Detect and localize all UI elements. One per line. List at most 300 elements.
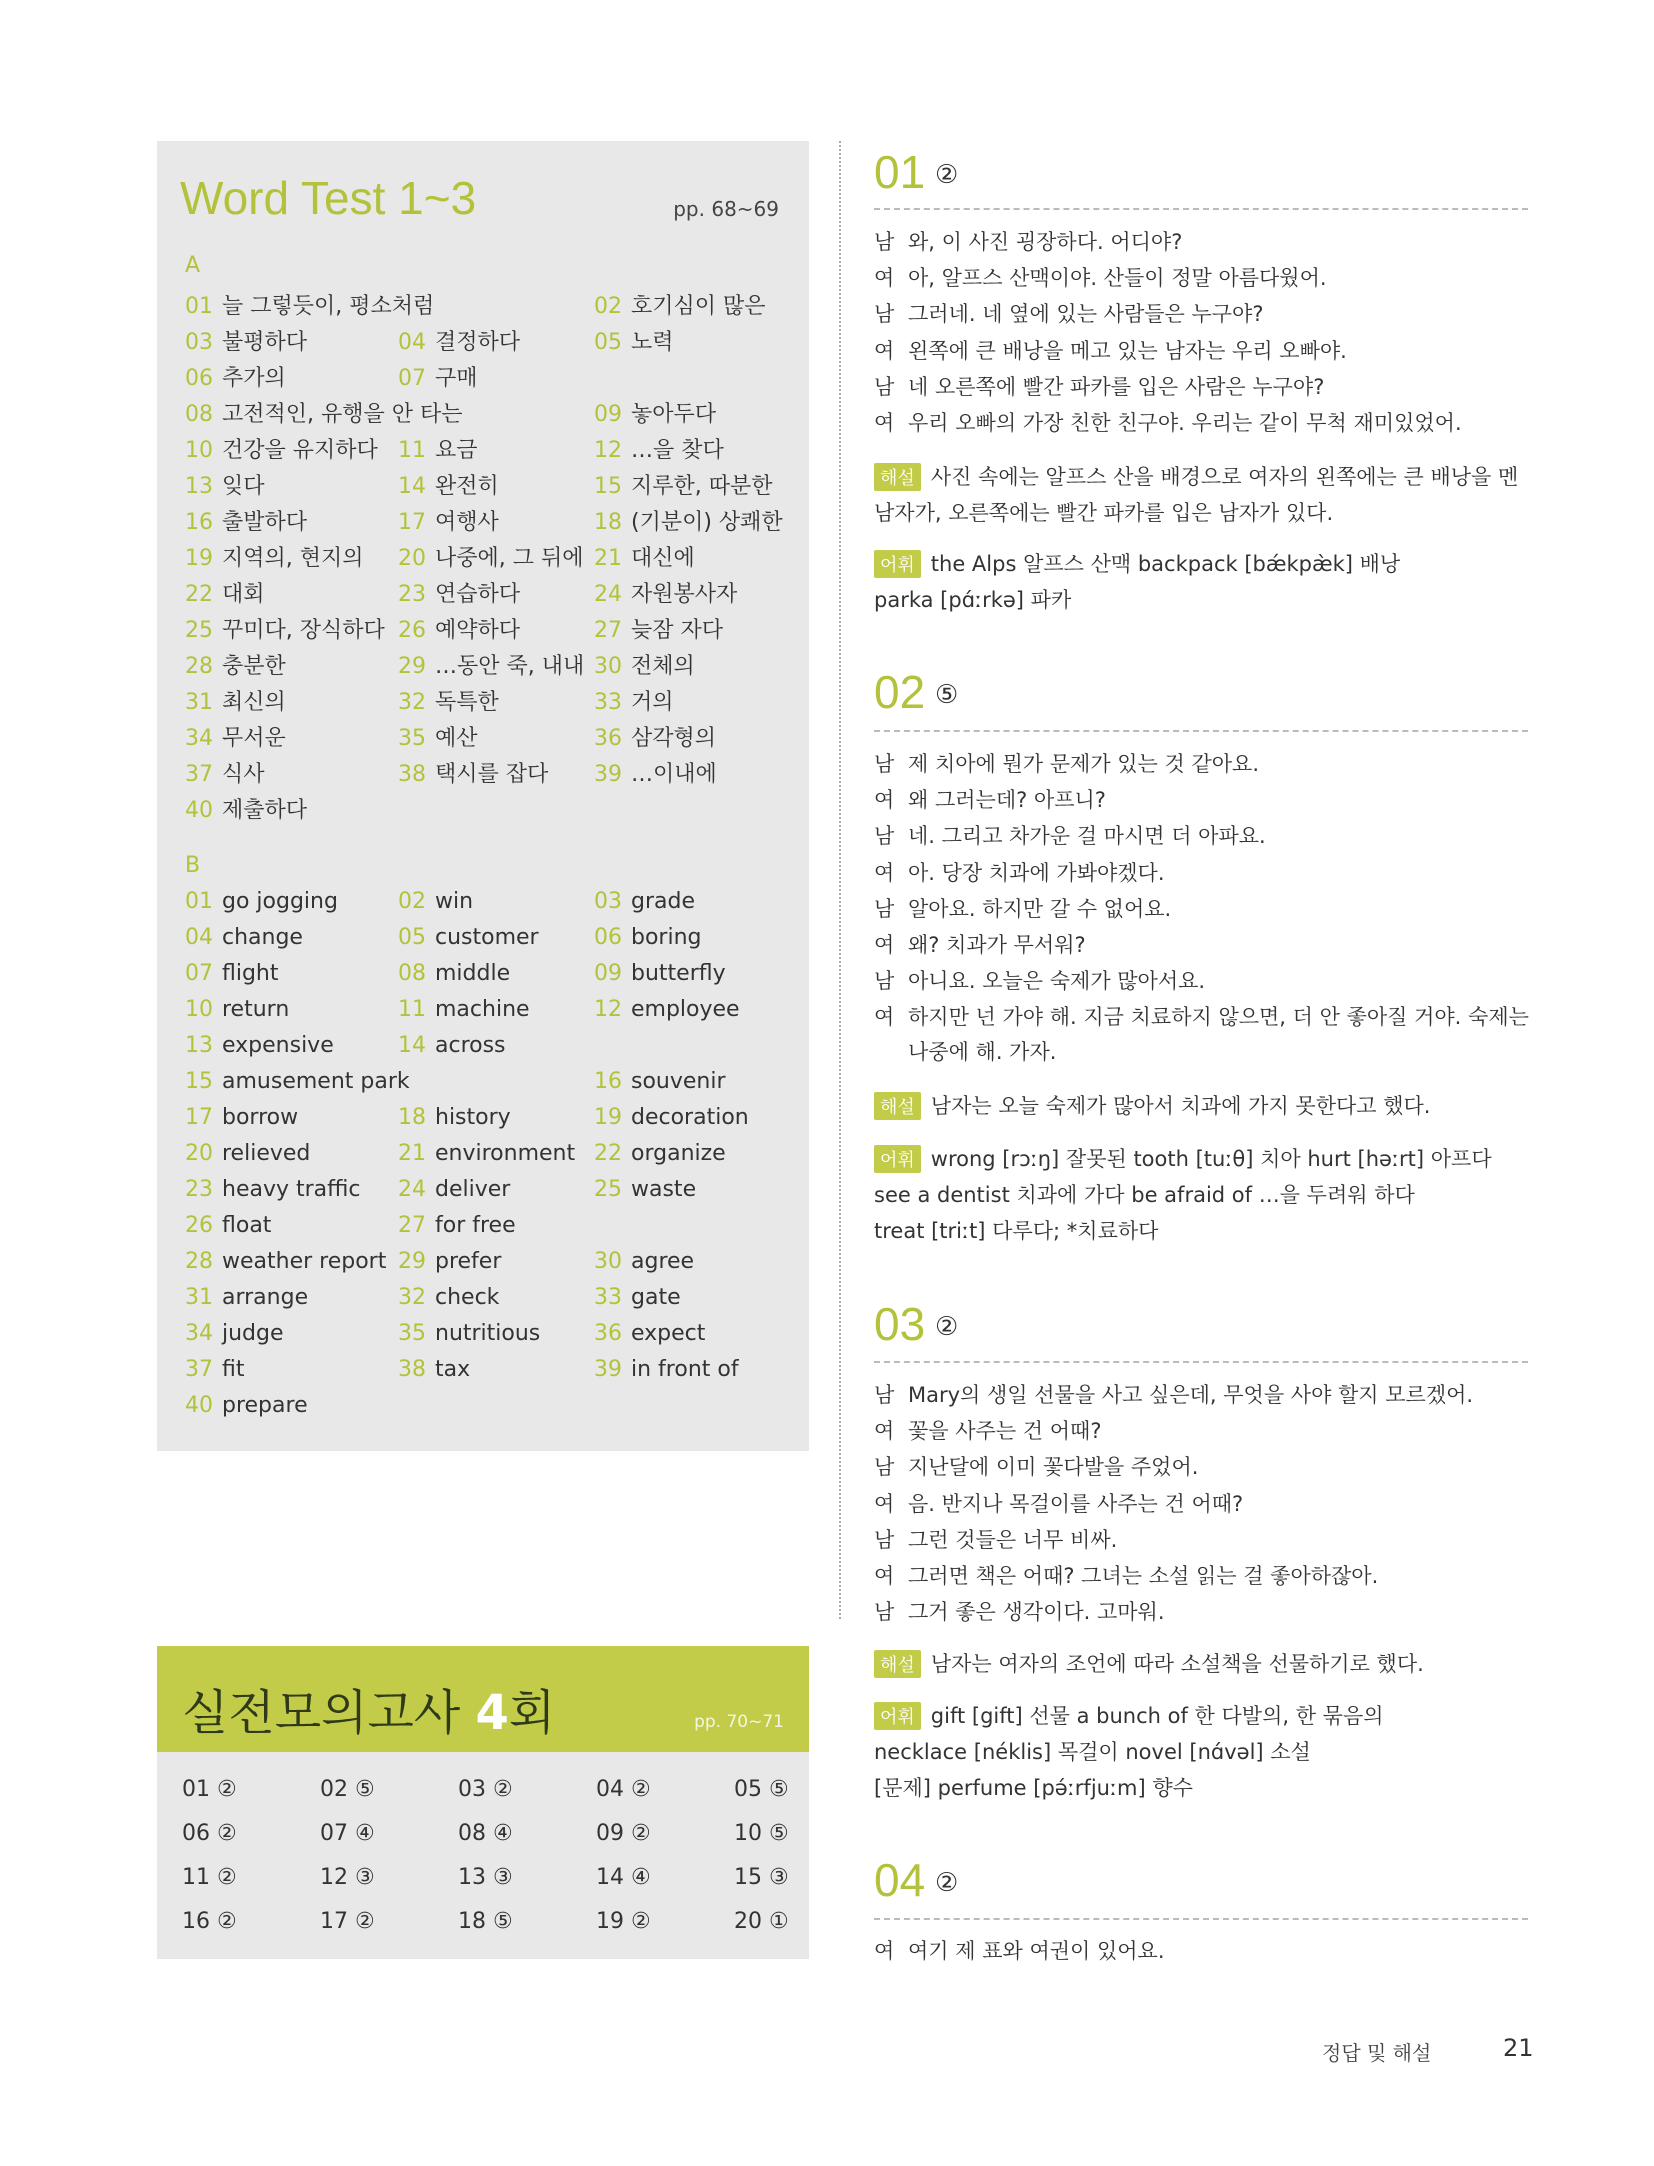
- item-number: 33: [594, 1285, 622, 1310]
- word-item: [594, 925, 702, 950]
- word-item: [398, 613, 520, 644]
- item-text: (기분이) 상쾌한: [631, 510, 783, 535]
- speaker: 여: [874, 338, 895, 363]
- word-item: [594, 1105, 749, 1130]
- question-answer: ②: [935, 1868, 959, 1898]
- word-item: [398, 997, 530, 1022]
- answer-item: 05 ⑤: [734, 1777, 789, 1802]
- item-text: 전체의: [631, 654, 695, 679]
- item-number: 08: [398, 961, 426, 986]
- item-text: arrange: [222, 1285, 309, 1310]
- item-number: 28: [185, 1249, 213, 1274]
- item-text: expensive: [222, 1033, 334, 1058]
- item-text: 거의: [631, 690, 674, 715]
- item-text: go jogging: [222, 889, 338, 914]
- speaker: 남: [874, 1527, 895, 1552]
- word-item: [185, 397, 463, 428]
- item-text: return: [222, 997, 290, 1022]
- item-number: 13: [185, 474, 213, 499]
- item-number: 14: [398, 1033, 426, 1058]
- item-number: 37: [185, 1357, 213, 1382]
- answer-item: 02 ⑤: [320, 1777, 375, 1802]
- item-text: 꾸미다, 장식하다: [222, 618, 385, 643]
- word-item: [594, 1141, 726, 1166]
- item-number: 32: [398, 1285, 426, 1310]
- word-item: [185, 1249, 386, 1274]
- line-text: 왜? 치과가 무서워?: [908, 933, 1086, 957]
- item-text: change: [222, 925, 303, 950]
- section-b-label: B: [185, 853, 201, 878]
- item-number: 25: [185, 618, 213, 643]
- mock-test-header: [157, 1646, 809, 1752]
- word-test-box: [157, 141, 809, 1451]
- item-number: 28: [185, 654, 213, 679]
- word-test-title: Word Test 1~3: [180, 172, 477, 224]
- line-text: 제 치아에 뭔가 문제가 있는 것 같아요.: [908, 752, 1260, 776]
- section-a-label: A: [185, 253, 201, 278]
- word-item: [594, 997, 740, 1022]
- question-rule: [874, 730, 1528, 732]
- item-text: judge: [222, 1321, 284, 1346]
- vocab-tag: 어휘: [874, 1702, 921, 1730]
- word-item: [398, 1357, 470, 1382]
- item-number: 13: [185, 1033, 213, 1058]
- item-text: in front of: [631, 1357, 739, 1382]
- item-text: weather report: [222, 1249, 387, 1274]
- word-item: [398, 961, 510, 986]
- dialogue-line: [874, 1415, 1101, 1445]
- item-number: 36: [594, 726, 622, 751]
- item-number: 01: [185, 294, 213, 319]
- item-number: 05: [594, 330, 622, 355]
- question-rule: [874, 208, 1528, 210]
- answer-item: 13 ③: [458, 1865, 513, 1890]
- dialogue-line: [874, 371, 1324, 401]
- item-number: 29: [398, 654, 426, 679]
- word-item: [594, 721, 716, 752]
- vocab-line: see a dentist 치과에 가다 be afraid of …을 두려워 하다: [874, 1183, 1415, 1207]
- dialogue-line: [874, 1935, 1165, 1965]
- question-number: 01: [874, 146, 926, 198]
- line-text: Mary의 생일 선물을 사고 싶은데, 무엇을 사야 할지 모르겠어.: [908, 1383, 1474, 1407]
- item-number: 23: [398, 582, 426, 607]
- item-number: 20: [185, 1141, 213, 1166]
- question-number: 04: [874, 1854, 926, 1906]
- answer-item: 20 ①: [734, 1909, 789, 1934]
- item-number: 34: [185, 726, 213, 751]
- word-item: [398, 469, 499, 500]
- word-item: [185, 649, 286, 680]
- item-number: 02: [594, 294, 622, 319]
- item-text: tax: [435, 1357, 471, 1382]
- item-text: machine: [435, 997, 530, 1022]
- answer-item: 16 ②: [182, 1909, 237, 1934]
- mock-test-title: 실전모의고사 4회: [182, 1685, 556, 1741]
- word-item: [398, 433, 478, 464]
- word-item: [594, 1069, 726, 1094]
- speaker: 남: [874, 1600, 895, 1625]
- answer-item: 15 ③: [734, 1865, 789, 1890]
- item-number: 07: [185, 961, 213, 986]
- explanation-tag: 해설: [874, 1650, 921, 1678]
- item-text: 출발하다: [222, 510, 308, 535]
- speaker: 남: [874, 374, 895, 399]
- question-rule: [874, 1918, 1528, 1920]
- dialogue-line: [874, 1560, 1378, 1590]
- answer-item: 19 ②: [596, 1909, 651, 1934]
- item-number: 30: [594, 1249, 622, 1274]
- item-text: 구매: [435, 366, 478, 391]
- mock-test-box: [157, 1646, 809, 1959]
- line-text: 아니요. 오늘은 숙제가 많아서요.: [908, 969, 1206, 994]
- dialogue-line: [874, 1451, 1198, 1481]
- item-number: 02: [398, 889, 426, 914]
- answer-item: 14 ④: [596, 1865, 651, 1890]
- vocab-line: treat [triːt] 다루다; *치료하다: [874, 1219, 1159, 1243]
- line-text: 그러네. 네 옆에 있는 사람들은 누구야?: [908, 302, 1264, 327]
- item-number: 21: [398, 1141, 426, 1166]
- item-number: 12: [594, 438, 622, 463]
- item-text: employee: [631, 997, 740, 1022]
- item-number: 21: [594, 546, 622, 571]
- word-item: [185, 757, 265, 788]
- speaker: 여: [874, 1491, 895, 1516]
- line-text: 그런 것들은 너무 비싸.: [908, 1527, 1118, 1552]
- word-item: [594, 325, 674, 356]
- word-item: [594, 757, 717, 788]
- item-text: …동안 죽, 내내: [435, 654, 585, 679]
- word-item: [398, 541, 584, 572]
- speaker: 여: [874, 411, 895, 435]
- item-number: 10: [185, 438, 213, 463]
- item-number: 32: [398, 690, 426, 715]
- page-number: 21: [1503, 2034, 1534, 2062]
- item-number: 08: [185, 402, 213, 427]
- word-item: [185, 961, 279, 986]
- dialogue-line: [874, 965, 1205, 995]
- dialogue-line: [874, 929, 1086, 959]
- item-text: …이내에: [631, 762, 717, 787]
- item-text: relieved: [222, 1141, 311, 1166]
- question-rule: [874, 1361, 1528, 1363]
- item-number: 33: [594, 690, 622, 715]
- item-number: 19: [594, 1105, 622, 1130]
- word-item: [594, 1357, 739, 1382]
- speaker: 여: [874, 1939, 895, 1963]
- item-number: 17: [398, 510, 426, 535]
- item-number: 27: [594, 618, 622, 643]
- word-item: [185, 361, 286, 392]
- word-item: [185, 1177, 361, 1202]
- item-text: borrow: [222, 1105, 299, 1130]
- item-number: 34: [185, 1321, 213, 1346]
- word-item: [594, 613, 723, 644]
- word-item: [594, 1249, 694, 1274]
- item-text: 무서운: [222, 726, 286, 751]
- word-item: [594, 577, 737, 608]
- item-text: 불평하다: [222, 330, 308, 355]
- vocab: 어휘 gift [gift] 선물 a bunch of 한 다발의, 한 묶음의: [874, 1700, 1384, 1730]
- item-number: 39: [594, 1357, 622, 1382]
- speaker: 남: [874, 752, 895, 776]
- speaker: 여: [874, 1419, 895, 1444]
- item-number: 25: [594, 1177, 622, 1202]
- item-text: 놓아두다: [631, 402, 717, 427]
- item-number: 31: [185, 1285, 213, 1310]
- word-item: [185, 613, 385, 644]
- vocab-tag: 어휘: [874, 550, 921, 578]
- question-answer: ⑤: [935, 680, 959, 710]
- item-text: 추가의: [222, 366, 286, 391]
- word-item: [185, 1393, 308, 1418]
- word-item: [398, 1141, 575, 1166]
- word-item: [185, 925, 303, 950]
- item-text: customer: [435, 925, 539, 950]
- answer-item: 08 ④: [458, 1821, 513, 1846]
- item-text: 완전히: [435, 474, 499, 499]
- item-text: expect: [631, 1321, 706, 1346]
- item-text: 삼각형의: [631, 726, 717, 751]
- item-number: 38: [398, 1357, 426, 1382]
- dialogue-line: [874, 1001, 1529, 1031]
- item-text: 늘 그렇듯이, 평소처럼: [222, 294, 435, 319]
- item-number: 17: [185, 1105, 213, 1130]
- item-text: heavy traffic: [222, 1177, 361, 1202]
- word-item: [185, 289, 434, 320]
- word-item: [398, 1321, 540, 1346]
- word-item: [185, 1321, 284, 1346]
- item-text: 나중에, 그 뒤에: [435, 546, 584, 571]
- item-text: amusement park: [222, 1069, 410, 1094]
- answer-item: 04 ②: [596, 1777, 651, 1802]
- item-number: 15: [185, 1069, 213, 1094]
- speaker: 남: [874, 1455, 895, 1480]
- item-text: 충분한: [222, 654, 286, 679]
- item-text: agree: [631, 1249, 695, 1274]
- item-text: grade: [631, 889, 695, 914]
- word-item: [185, 685, 286, 716]
- word-item: [594, 541, 695, 572]
- item-number: 01: [185, 889, 213, 914]
- dialogue-line: [874, 748, 1259, 778]
- speaker: 여: [874, 788, 895, 813]
- word-item: [398, 1213, 516, 1238]
- question-answer: ②: [935, 1312, 959, 1342]
- item-text: souvenir: [631, 1069, 726, 1094]
- word-item: [398, 1249, 501, 1274]
- item-text: gate: [631, 1285, 681, 1310]
- item-number: 27: [398, 1213, 426, 1238]
- explanation: 해설 남자는 오늘 숙제가 많아서 치과에 가지 못한다고 했다.: [874, 1090, 1430, 1120]
- item-text: nutritious: [435, 1321, 541, 1346]
- word-item: [185, 325, 307, 356]
- item-number: 15: [594, 474, 622, 499]
- explanation-line: 남자가, 오른쪽에는 빨간 파카를 입은 남자가 있다.: [874, 501, 1334, 525]
- item-text: 택시를 잡다: [435, 762, 549, 787]
- word-item: [185, 1141, 310, 1166]
- line-text: 꽃을 사주는 건 어때?: [908, 1419, 1102, 1444]
- word-item: [185, 889, 338, 914]
- item-number: 06: [594, 925, 622, 950]
- item-text: win: [435, 889, 474, 914]
- word-item: [185, 1033, 334, 1058]
- item-text: 요금: [435, 438, 478, 463]
- word-item: [594, 433, 724, 464]
- vocab: 어휘 wrong [rɔːŋ] 잘못된 tooth [tuːθ] 치아 hurt [həːrt] 아프다: [874, 1143, 1492, 1173]
- item-number: 14: [398, 474, 426, 499]
- word-item: [594, 505, 783, 536]
- word-item: [398, 577, 520, 608]
- explanation-tag: 해설: [874, 1092, 921, 1120]
- word-item: [185, 505, 307, 536]
- speaker: 남: [874, 302, 895, 327]
- item-number: 19: [185, 546, 213, 571]
- word-item: [594, 1177, 696, 1202]
- item-text: float: [222, 1213, 272, 1238]
- line-text: 왜 그러는데? 아프니?: [908, 788, 1106, 813]
- word-item: [594, 889, 695, 914]
- dialogue-line: [874, 262, 1327, 292]
- item-text: across: [435, 1033, 506, 1058]
- word-item: [185, 469, 265, 500]
- line-text: 알아요. 하지만 갈 수 없어요.: [908, 896, 1172, 921]
- dialogue-line: [874, 407, 1462, 437]
- item-text: 노력: [631, 330, 674, 355]
- vocab-tag: 어휘: [874, 1145, 921, 1173]
- word-item: [185, 1357, 244, 1382]
- item-number: 16: [594, 1069, 622, 1094]
- item-number: 04: [185, 925, 213, 950]
- item-text: boring: [631, 925, 702, 950]
- vocab: 어휘 the Alps 알프스 산맥 backpack [bǽkpæ̀k] 배낭: [874, 548, 1400, 578]
- answer-item: 03 ②: [458, 1777, 513, 1802]
- question-number: 03: [874, 1298, 926, 1350]
- word-item: [594, 685, 674, 716]
- item-number: 10: [185, 997, 213, 1022]
- item-text: waste: [631, 1177, 697, 1202]
- vocab-line: parka [pɑ́ːrkə] 파카: [874, 588, 1072, 612]
- item-text: 지루한, 따분한: [631, 474, 773, 499]
- item-number: 11: [398, 438, 426, 463]
- speaker: 여: [874, 860, 895, 885]
- word-item: [398, 1105, 511, 1130]
- word-item: [185, 1213, 271, 1238]
- word-item: [185, 793, 307, 824]
- explanation-tag: 해설: [874, 463, 921, 491]
- item-number: 06: [185, 366, 213, 391]
- item-number: 07: [398, 366, 426, 391]
- item-number: 35: [398, 1321, 426, 1346]
- item-number: 37: [185, 762, 213, 787]
- item-text: 자원봉사자: [631, 582, 738, 607]
- item-text: deliver: [435, 1177, 511, 1202]
- item-text: history: [435, 1105, 511, 1130]
- dialogue-continuation: 나중에 해. 가자.: [908, 1040, 1057, 1064]
- word-item: [398, 325, 520, 356]
- item-number: 18: [594, 510, 622, 535]
- item-number: 26: [185, 1213, 213, 1238]
- word-item: [594, 649, 695, 680]
- vocab-line: [문제] perfume [pə́ːrfjuːm] 향수: [874, 1776, 1193, 1800]
- word-item: [594, 1321, 705, 1346]
- item-text: 연습하다: [435, 582, 521, 607]
- item-text: 독특한: [435, 690, 499, 715]
- word-item: [398, 1177, 510, 1202]
- item-text: 제출하다: [222, 798, 308, 823]
- word-item: [398, 925, 539, 950]
- footer-label: 정답 및 해설: [1322, 2041, 1432, 2065]
- item-text: 건강을 유지하다: [222, 438, 378, 463]
- column-divider: [839, 141, 841, 1619]
- word-item: [185, 1285, 308, 1310]
- line-text: 여기 제 표와 여권이 있어요.: [908, 1939, 1165, 1963]
- dialogue-line: [874, 1488, 1243, 1518]
- word-item: [398, 1033, 506, 1058]
- dialogue-line: [874, 893, 1171, 923]
- answer-item: 18 ⑤: [458, 1909, 513, 1934]
- question-number: 02: [874, 666, 926, 718]
- answer-item: 10 ⑤: [734, 1821, 789, 1846]
- word-item: [398, 685, 499, 716]
- word-item: [594, 961, 726, 986]
- answer-item: 09 ②: [596, 1821, 651, 1846]
- word-item: [185, 997, 289, 1022]
- item-text: 늦잠 자다: [631, 618, 724, 643]
- answer-item: 11 ②: [182, 1865, 237, 1890]
- speaker: 남: [874, 824, 895, 849]
- dialogue-line: [874, 784, 1106, 814]
- dialogue-line: [874, 298, 1264, 328]
- line-text: 하지만 넌 가야 해. 지금 치료하지 않으면, 더 안 좋아질 거야. 숙제는: [908, 1005, 1529, 1030]
- speaker: 여: [874, 266, 895, 291]
- dialogue-line: [874, 1596, 1165, 1626]
- dialogue-line: [874, 857, 1165, 887]
- word-item: [594, 397, 716, 428]
- item-text: environment: [435, 1141, 576, 1166]
- item-number: 40: [185, 798, 213, 823]
- item-text: 고전적인, 유행을 안 타는: [222, 402, 463, 427]
- line-text: 와, 이 사진 굉장하다. 어디야?: [908, 230, 1183, 254]
- speaker: 남: [874, 1383, 895, 1407]
- item-text: 호기심이 많은: [631, 294, 766, 319]
- item-text: fit: [222, 1357, 245, 1382]
- answer-item: 12 ③: [320, 1865, 375, 1890]
- item-number: 18: [398, 1105, 426, 1130]
- item-number: 30: [594, 654, 622, 679]
- word-item: [594, 1285, 681, 1310]
- item-text: prefer: [435, 1249, 502, 1274]
- item-number: 09: [594, 402, 622, 427]
- item-number: 12: [594, 997, 622, 1022]
- word-item: [398, 757, 548, 788]
- dialogue-line: [874, 1379, 1473, 1409]
- speaker: 남: [874, 969, 895, 994]
- line-text: 음. 반지나 목걸이를 사주는 건 어때?: [908, 1491, 1244, 1516]
- answer-item: 01 ②: [182, 1777, 237, 1802]
- speaker: 여: [874, 1005, 895, 1030]
- item-number: 03: [185, 330, 213, 355]
- item-text: …을 찾다: [631, 438, 724, 463]
- item-number: 35: [398, 726, 426, 751]
- item-number: 20: [398, 546, 426, 571]
- item-text: 예약하다: [435, 618, 521, 643]
- item-text: 여행사: [435, 510, 499, 535]
- item-number: 38: [398, 762, 426, 787]
- word-test-pages: pp. 68~69: [673, 197, 779, 221]
- item-number: 24: [398, 1177, 426, 1202]
- item-text: 대회: [222, 582, 265, 607]
- item-number: 04: [398, 330, 426, 355]
